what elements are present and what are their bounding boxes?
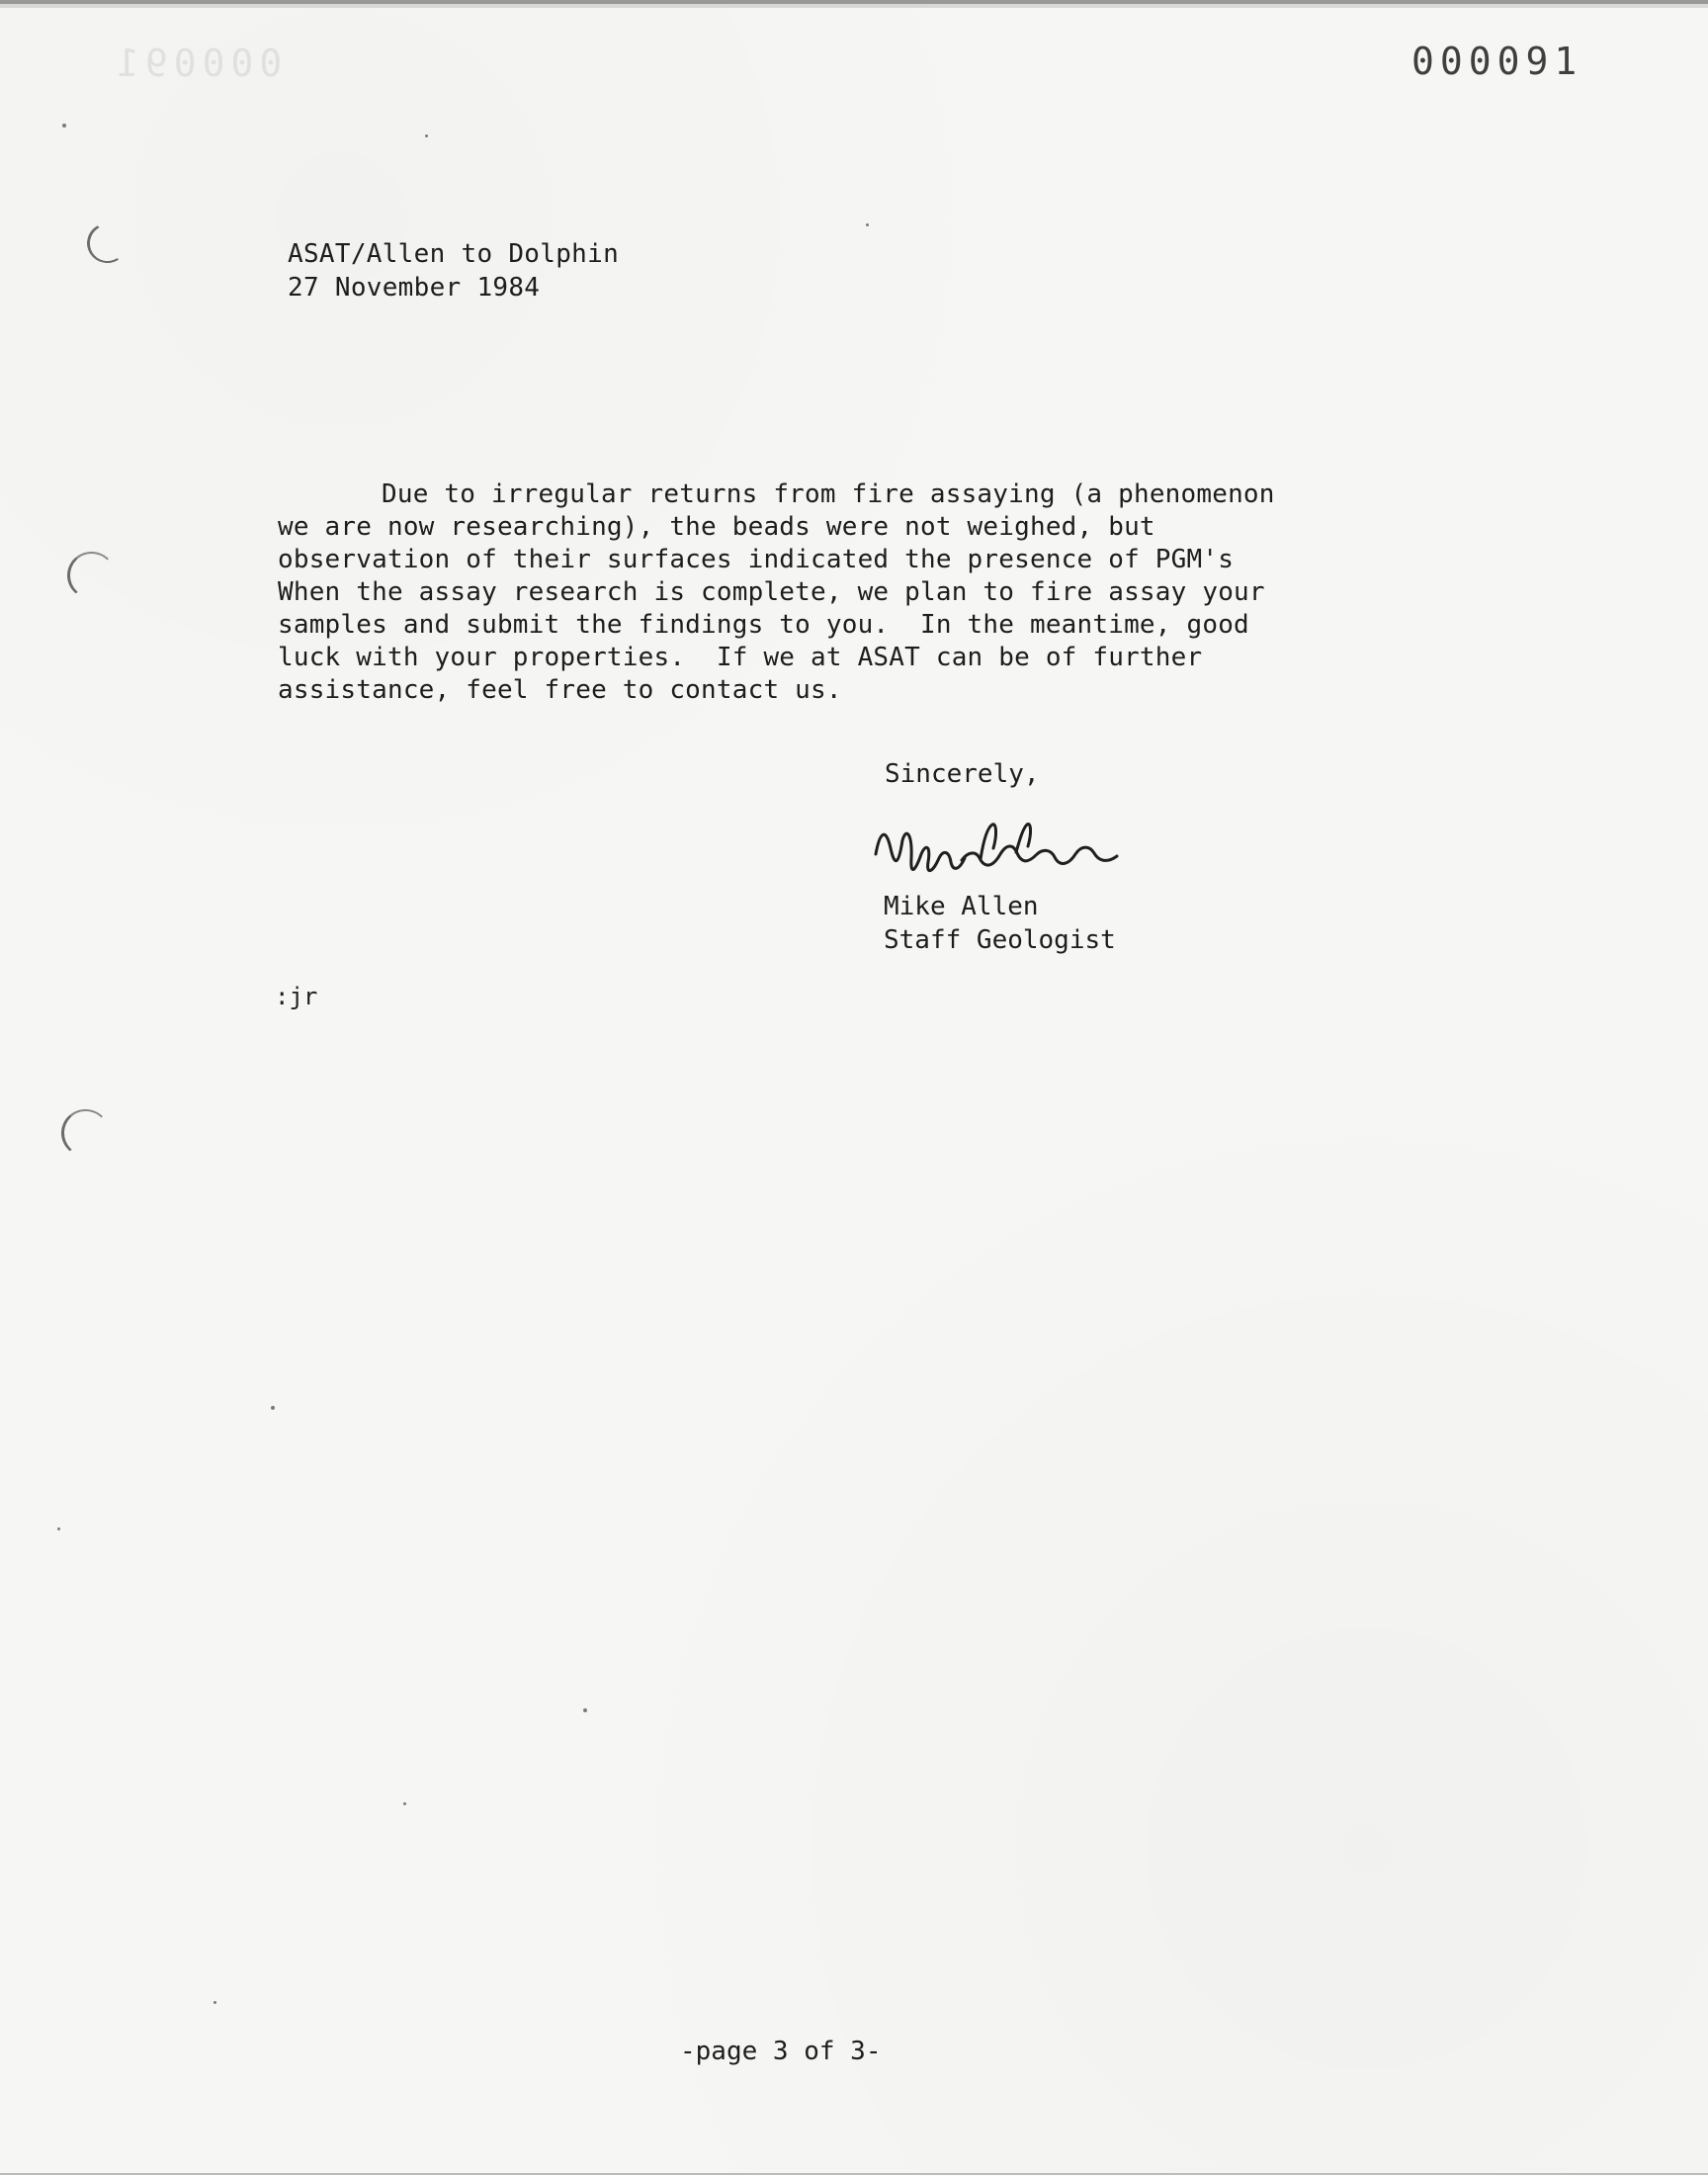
punch-hole-top: [83, 219, 130, 267]
body-line-2: we are now researching), the beads were not weighed, but: [278, 512, 1155, 542]
typist-initials: :jr: [275, 983, 318, 1010]
signer-title: Staff Geologist: [884, 925, 1116, 955]
scan-speck: [403, 1802, 406, 1805]
document-number: 000091: [1411, 40, 1583, 83]
body-line-7: assistance, feel free to contact us.: [278, 675, 842, 705]
header-date-line: 27 November 1984: [288, 273, 541, 303]
scan-top-edge: [0, 0, 1708, 14]
body-line-6: luck with your properties. If we at ASAT can be of further: [278, 643, 1203, 672]
scan-speck: [214, 2001, 216, 2004]
closing-line: Sincerely,: [885, 759, 1040, 789]
scan-speck: [57, 1527, 60, 1530]
punch-hole-lower: [61, 1109, 110, 1157]
punch-hole-middle: [67, 552, 116, 599]
body-line-1: Due to irregular returns from fire assaying (a phenomenon: [382, 479, 1275, 509]
scan-speck: [583, 1708, 587, 1712]
page-footer: -page 3 of 3-: [680, 2037, 882, 2066]
scan-bottom-edge: [0, 2165, 1708, 2175]
body-line-5: samples and submit the findings to you. In the meantime, good: [278, 610, 1249, 640]
handwritten-signature: [868, 811, 1135, 900]
body-line-3: observation of their surfaces indicated the presence of PGM's: [278, 545, 1235, 574]
scan-speck: [866, 223, 869, 226]
scan-speck: [425, 134, 428, 137]
scan-speck: [62, 124, 66, 128]
header-recipient-line: ASAT/Allen to Dolphin: [288, 239, 620, 269]
body-line-4: When the assay research is complete, we plan to fire assay your: [278, 577, 1265, 607]
scan-speck: [271, 1406, 275, 1410]
bleed-through-number: 000091: [111, 42, 283, 85]
signer-name: Mike Allen: [884, 892, 1039, 921]
